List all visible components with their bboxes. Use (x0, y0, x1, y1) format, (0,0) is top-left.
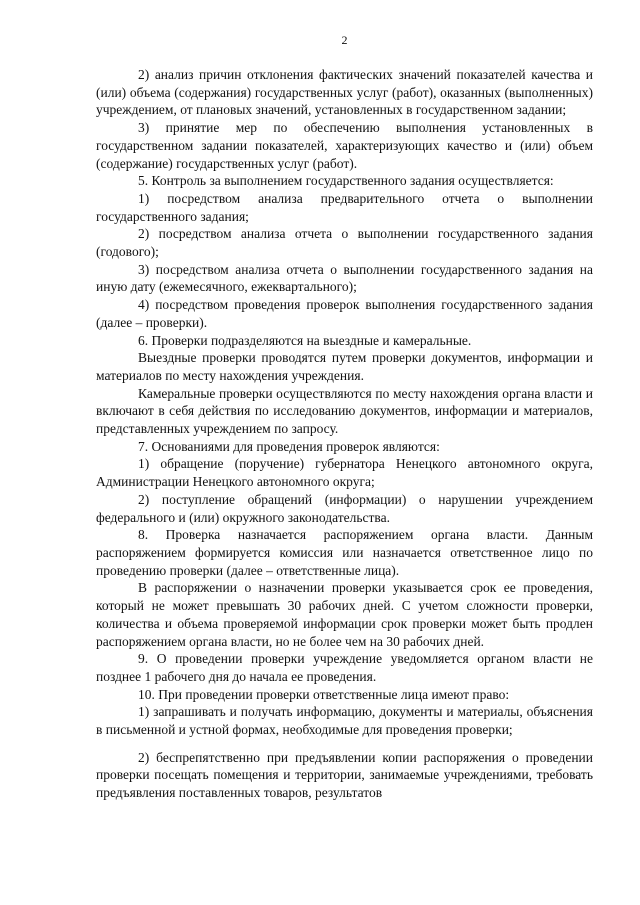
paragraph: 4) посредством проведения проверок выполнения государственного задания (далее – проверки). (96, 297, 593, 330)
paragraph: 6. Проверки подразделяются на выездные и камеральные. (138, 332, 472, 348)
paragraph: 10. При проведении проверки ответственные лица имеют право: (138, 686, 510, 702)
paragraph: 2) посредством анализа отчета о выполнении государственного задания (годового); (96, 226, 593, 260)
paragraph: 3) принятие мер по обеспечению выполнения установленных в государственном задании показателей, характеризующих качество и (или) объем (содержание) государственных услуг (работ). (96, 120, 593, 171)
page-number: 2 (341, 33, 348, 47)
paragraph: Камеральные проверки осуществляются по месту нахождения органа власти и включают в себя действия по исследованию документов, информации и материалов, представленных учреждением по запросу. (96, 385, 593, 437)
paragraph: 3) посредством анализа отчета о выполнении государственного задания на иную дату (ежемесячного, ежеквартального); (96, 261, 593, 295)
paragraph: Выездные проверки проводятся путем проверки документов, информации и материалов по месту нахождения учреждения. (96, 350, 593, 383)
paragraph: 2) беспрепятственно при предъявлении копии распоряжения о проведении проверки посещать помещения и территории, занимаемые учреждениями, требовать предъявления поставленных товаров, результатов (96, 749, 593, 801)
paragraph: В распоряжении о назначении проверки указывается срок ее проведения, который не может превышать 30 рабочих дней. С учетом сложности проверки, количества и объема проверяемой информации срок проверки может быть продлен распоряжением органа власти, но не более чем на 30 рабочих дней. (96, 580, 593, 649)
paragraph: 1) обращение (поручение) губернатора Ненецкого автономного округа, Администрации Ненецкого автономного округа; (96, 456, 593, 490)
paragraph: 5. Контроль за выполнением государственного задания осуществляется: (138, 173, 554, 189)
paragraph: 8. Проверка назначается распоряжением органа власти. Данным распоряжением формируется комиссия или назначается ответственное лицо по проведению проверки (далее – ответственные лица). (96, 527, 593, 578)
paragraph: 2) поступление обращений (информации) о нарушении учреждением федерального и (или) окружного законодательства. (96, 491, 593, 525)
paragraph: 7. Основаниями для проведения проверок являются: (138, 438, 440, 454)
paragraph: 2) анализ причин отклонения фактических значений показателей качества и (или) объема (содержания) государственных услуг (работ), оказанных (выполненных) учреждением, от плановых значений, установленных в государственном задании; (96, 67, 593, 118)
paragraph: 1) запрашивать и получать информацию, документы и материалы, объяснения в письменной и устной формах, необходимые для проведения проверки; (96, 704, 593, 738)
paragraph: 9. О проведении проверки учреждение уведомляется органом власти не позднее 1 рабочего дня до начала ее проведения. (96, 651, 593, 684)
paragraph: 1) посредством анализа предварительного отчета о выполнении государственного задания; (96, 190, 593, 224)
